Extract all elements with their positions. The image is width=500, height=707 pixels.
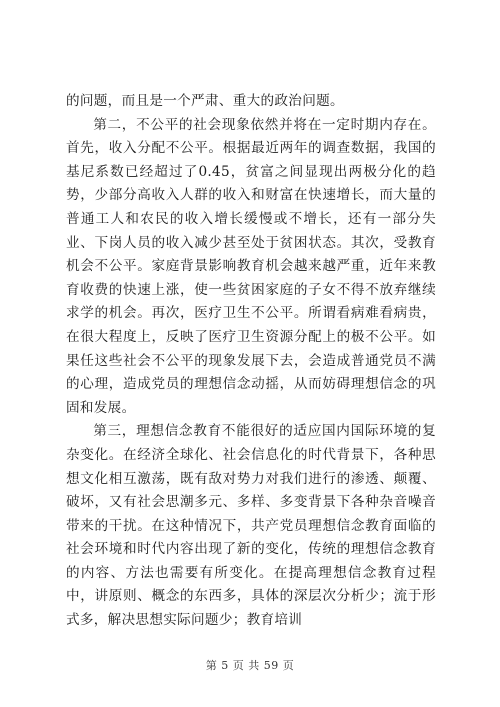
paragraph-second-point: 第二，不公平的社会现象依然并将在一定时期内存在。首先，收入分配不公平。根据最近两年的调查数据，我国的基尼系数已经超过了0.45，贫富之间显现出两极分化的趋势，少部分高收入人群的收入和财富在快速增长，而大量的普通工人和农民的收入增长缓慢或不增长，还有一部分失业、下岗人员的收入减少甚至处于贫困状态。其次，受教育机会不公平。家庭背景影响教育机会越来越严重，近年来教育收费的快速上涨，使一些贫困家庭的子女不得不放弃继续求学的机会。再次，医疗卫生不公平。所谓看病难看病贵，在很大程度上，反映了医疗卫生资源分配上的极不公平。如果任这些社会不公平的现象发展下去，会造成普通党员不满的心理，造成党员的理想信念动摇，从而妨碍理想信念的巩固和发展。 (66, 116, 436, 416)
paragraph-third-point: 第三，理想信念教育不能很好的适应国内国际环境的复杂变化。在经济全球化、社会信息化的时代背景下，各种思想文化相互激荡，既有敌对势力对我们进行的渗透、颠覆、破坏，又有社会思潮多元、多样、多变背景下各种杂音噪音带来的干扰。在这种情况下，共产党员理想信念教育面临的社会环境和时代内容出现了新的变化，传统的理想信念教育的内容、方法也需要有所变化。在提高理想信念教育过程中，讲原则、概念的东西多，具体的深层次分析少；流于形式多，解决思想实际问题少；教育培训 (66, 423, 436, 629)
paragraph-continuation: 的问题，而且是一个严肃、重大的政治问题。 (66, 93, 344, 109)
body-text (66, 90, 436, 633)
page-footer: 第 5 页 共 59 页 (205, 659, 295, 672)
